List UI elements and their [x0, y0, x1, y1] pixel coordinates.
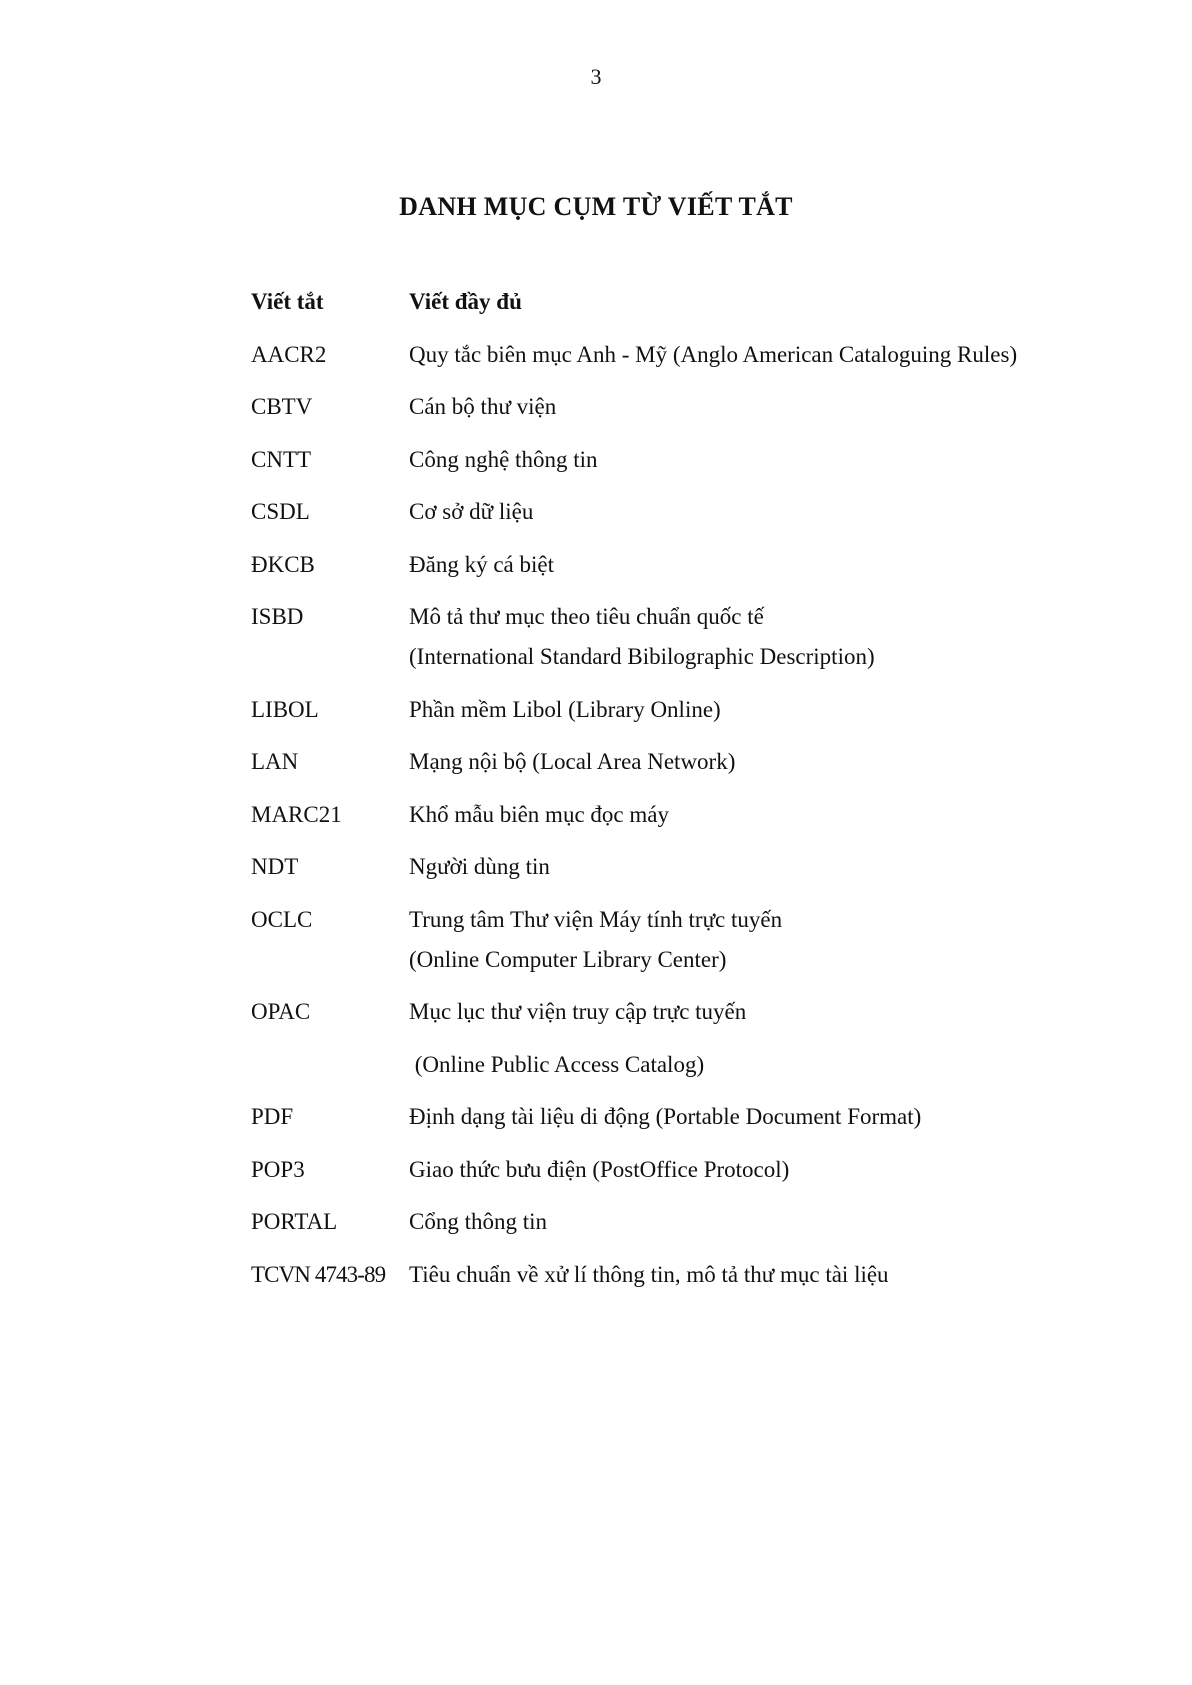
full-form [409, 900, 1111, 980]
abbreviation-row-cbtv [251, 387, 1111, 427]
abbreviation: NDT [251, 854, 299, 879]
full-form [409, 1150, 1111, 1190]
abbreviation: MARC21 [251, 801, 342, 827]
abbreviation: PORTAL [251, 1209, 338, 1234]
page-title: DANH MỤC CỤM TỪ VIẾT TẮT [399, 192, 793, 221]
abbreviation-row-marc21 [251, 795, 1111, 835]
full-form [409, 795, 1111, 835]
abbreviation-row-tcvn [251, 1255, 1111, 1295]
full-form-line: Cổng thông tin [409, 1209, 548, 1234]
header-abbreviation: Viết tắt [251, 289, 324, 314]
abbreviation-row-aacr2 [251, 335, 1111, 375]
full-form-line: Cơ sở dữ liệu [409, 499, 534, 524]
abbreviation-row-pdf [251, 1097, 1111, 1137]
abbreviation-row-lan [251, 742, 1111, 782]
abbreviation: LAN [251, 749, 299, 774]
full-form-line: Khổ mẫu biên mục đọc máy [409, 801, 669, 827]
abbreviation: ISBD [251, 604, 304, 629]
full-form [409, 335, 1111, 375]
abbreviation-list-header [251, 282, 1111, 322]
abbreviation: OPAC [251, 999, 311, 1024]
full-form [409, 440, 1111, 480]
full-form-line: (Online Computer Library Center) [409, 946, 727, 972]
full-form-line: Công nghệ thông tin [409, 446, 598, 472]
full-form-line: Đăng ký cá biệt [409, 551, 554, 577]
abbreviation: PDF [251, 1104, 294, 1129]
abbreviation-list [251, 282, 1111, 1295]
full-form-line: Tiêu chuẩn về xử lí thông tin, mô tả thư mục tài liệu [409, 1261, 889, 1287]
abbreviation-row-libol [251, 690, 1111, 730]
full-form [409, 492, 1111, 532]
full-form-line: (International Standard Bibilographic Description) [409, 644, 875, 669]
full-form-line: Mạng nội bộ (Local Area Network) [409, 749, 736, 774]
abbreviation: CSDL [251, 499, 310, 524]
full-form-line: Quy tắc biên mục Anh - Mỹ (Anglo American Cataloguing Rules) [409, 341, 1018, 367]
full-form [409, 847, 1111, 887]
abbreviation-row-csdl [251, 492, 1111, 532]
full-form-line: Trung tâm Thư viện Máy tính trực tuyến [409, 906, 783, 932]
abbreviation: CBTV [251, 394, 313, 419]
full-form-line: Cán bộ thư viện [409, 394, 557, 419]
abbreviation-row-isbd [251, 597, 1111, 677]
full-form [409, 1097, 1111, 1137]
abbreviation: OCLC [251, 906, 313, 932]
full-form-line: Mô tả thư mục theo tiêu chuẩn quốc tế [409, 604, 764, 629]
abbreviation: CNTT [251, 446, 312, 472]
abbreviation: POP3 [251, 1156, 305, 1182]
full-form [409, 1202, 1111, 1242]
full-form [409, 742, 1111, 782]
full-form [409, 690, 1111, 730]
full-form-line: Phần mềm Libol (Library Online) [409, 696, 721, 722]
abbreviation: TCVN 4743-89 [251, 1261, 386, 1287]
full-form-line: (Online Public Access Catalog) [409, 1051, 705, 1077]
full-form [409, 1255, 1111, 1295]
full-form-line: Định dạng tài liệu di động (Portable Document Format) [409, 1104, 922, 1129]
full-form [409, 387, 1111, 427]
abbreviation-row-cntt [251, 440, 1111, 480]
abbreviation-row-dkcb [251, 545, 1111, 585]
page-number: 3 [590, 64, 602, 89]
full-form-line: Mục lục thư viện truy cập trực tuyến [409, 999, 747, 1024]
abbreviation: AACR2 [251, 341, 327, 367]
full-form [409, 992, 1111, 1085]
abbreviation-row-pop3 [251, 1150, 1111, 1190]
abbreviation-row-opac [251, 992, 1111, 1085]
abbreviation-row-portal [251, 1202, 1111, 1242]
full-form [409, 545, 1111, 585]
full-form-line: Người dùng tin [409, 854, 550, 879]
full-form-line: Giao thức bưu điện (PostOffice Protocol) [409, 1156, 790, 1182]
header-full-form: Viết đầy đủ [409, 289, 522, 314]
abbreviation: ĐKCB [251, 551, 315, 577]
abbreviation: LIBOL [251, 696, 319, 722]
full-form [409, 597, 1111, 677]
abbreviation-row-ndt [251, 847, 1111, 887]
abbreviation-row-oclc [251, 900, 1111, 980]
